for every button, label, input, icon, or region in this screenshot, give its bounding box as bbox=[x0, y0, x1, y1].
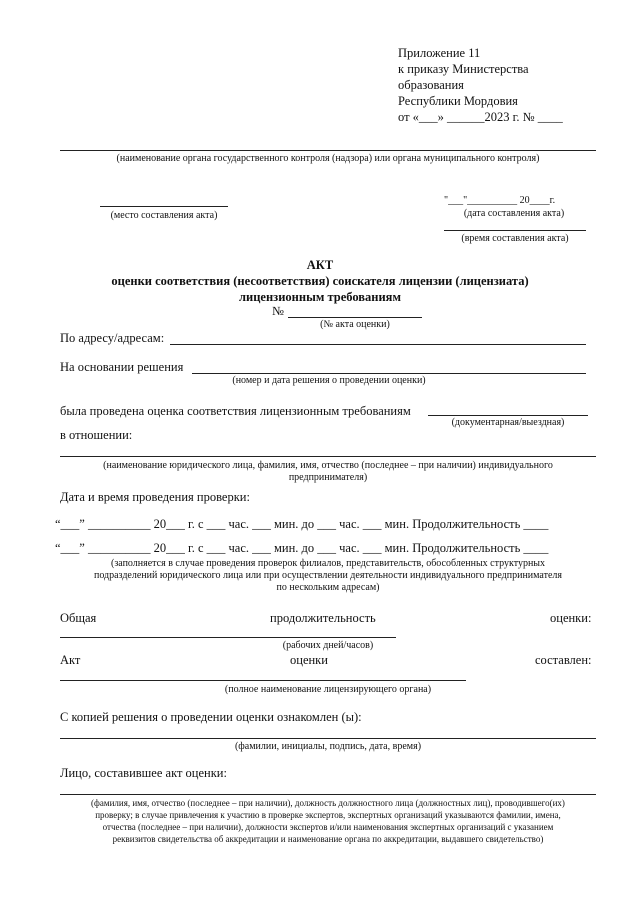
time-line[interactable] bbox=[444, 230, 586, 231]
act-subtitle-2: лицензионным требованиям bbox=[239, 290, 401, 304]
appendix-line-1: Приложение 11 bbox=[398, 46, 481, 60]
act-number-line[interactable] bbox=[288, 317, 422, 318]
assessment-caption: (документарная/выездная) bbox=[451, 417, 565, 428]
basis-line[interactable] bbox=[192, 373, 586, 374]
appendix-line-4: Республики Мордовия bbox=[398, 94, 518, 108]
act-word-3: составлен: bbox=[535, 653, 592, 667]
address-line[interactable] bbox=[170, 344, 586, 345]
branch-note-2: подразделений юридического лица или при осуществлении деятельности индивидуального предпринимателя bbox=[93, 570, 563, 581]
total-word-2: продолжительность bbox=[270, 611, 376, 625]
date-fill[interactable]: "___"__________ 20____г. bbox=[444, 195, 556, 206]
composer-line[interactable] bbox=[60, 794, 596, 795]
entity-line[interactable] bbox=[60, 456, 596, 457]
act-number-label: № bbox=[272, 304, 284, 318]
regarding-label: в отношении: bbox=[60, 428, 133, 442]
appendix-line-5: от «___» ______2023 г. № ____ bbox=[398, 110, 563, 124]
total-duration-line[interactable] bbox=[60, 637, 396, 638]
entity-caption-2: предпринимателя) bbox=[288, 472, 368, 483]
assessment-label: была проведена оценка соответствия лицензионным требованиям bbox=[60, 404, 411, 418]
date-caption: (дата составления акта) bbox=[463, 208, 565, 219]
basis-caption: (номер и дата решения о проведении оценки) bbox=[232, 375, 426, 386]
act-caption: (полное наименование лицензирующего органа) bbox=[224, 684, 432, 695]
organ-caption: (наименование органа государственного контроля (надзора) или органа муниципального контроля) bbox=[116, 153, 540, 164]
datetime-label: Дата и время проведения проверки: bbox=[60, 490, 250, 504]
entity-caption-1: (наименование юридического лица, фамилия, имя, отчество (последнее – при наличии) индивидуального bbox=[103, 460, 553, 471]
act-word-2: оценки bbox=[290, 653, 328, 667]
basis-label: На основании решения bbox=[60, 360, 184, 374]
copy-label: С копией решения о проведении оценки ознакомлен (ы): bbox=[60, 710, 362, 724]
place-caption: (место составления акта) bbox=[110, 210, 218, 221]
act-number-caption: (№ акта оценки) bbox=[320, 319, 390, 330]
datetime-row-2[interactable]: “___” __________ 20___ г. с ___ час. ___ мин. до ___ час. ___ мин. Продолжительность ____ bbox=[55, 541, 549, 555]
act-word-1: Акт bbox=[60, 653, 81, 667]
assessment-type-line[interactable] bbox=[428, 415, 588, 416]
total-word-1: Общая bbox=[60, 611, 97, 625]
footer-note-3: отчества (последнее – при наличии), должности экспертов и/или наименования экспертных организаций с указанием bbox=[102, 822, 554, 832]
footer-note-4: реквизитов свидетельства об аккредитации и наименование органа по аккредитации, выдавшего свидетельство) bbox=[112, 834, 544, 844]
total-word-3: оценки: bbox=[550, 611, 592, 625]
composer-label: Лицо, составившее акт оценки: bbox=[60, 766, 227, 780]
act-subtitle-1: оценки соответствия (несоответствия) соискателя лицензии (лицензиата) bbox=[111, 274, 529, 288]
organ-name-line[interactable] bbox=[60, 150, 596, 151]
branch-note-1: (заполняется в случае проведения проверок филиалов, представительств, обособленных структурных bbox=[110, 558, 546, 569]
appendix-line-3: образования bbox=[398, 78, 464, 92]
copy-caption: (фамилии, инициалы, подпись, дата, время) bbox=[234, 741, 422, 752]
copy-line[interactable] bbox=[60, 738, 596, 739]
branch-note-3: по нескольким адресам) bbox=[276, 582, 380, 593]
address-label: По адресу/адресам: bbox=[60, 331, 165, 345]
place-line[interactable] bbox=[100, 206, 228, 207]
footer-note-1: (фамилия, имя, отчество (последнее – при наличии), должность должностного лица (должностных лиц), проводившего(их) bbox=[91, 798, 565, 808]
footer-note-2: проверку; в случае привлечения к участию в проверке экспертов, экспертных организаций указываются фамилии, имена, bbox=[95, 810, 561, 820]
act-title: АКТ bbox=[306, 258, 334, 272]
licensing-body-line[interactable] bbox=[60, 680, 466, 681]
time-caption: (время составления акта) bbox=[461, 233, 569, 244]
total-caption: (рабочих дней/часов) bbox=[282, 640, 374, 651]
datetime-row-1[interactable]: “___” __________ 20___ г. с ___ час. ___ мин. до ___ час. ___ мин. Продолжительность ____ bbox=[55, 517, 549, 531]
appendix-line-2: к приказу Министерства bbox=[398, 62, 529, 76]
